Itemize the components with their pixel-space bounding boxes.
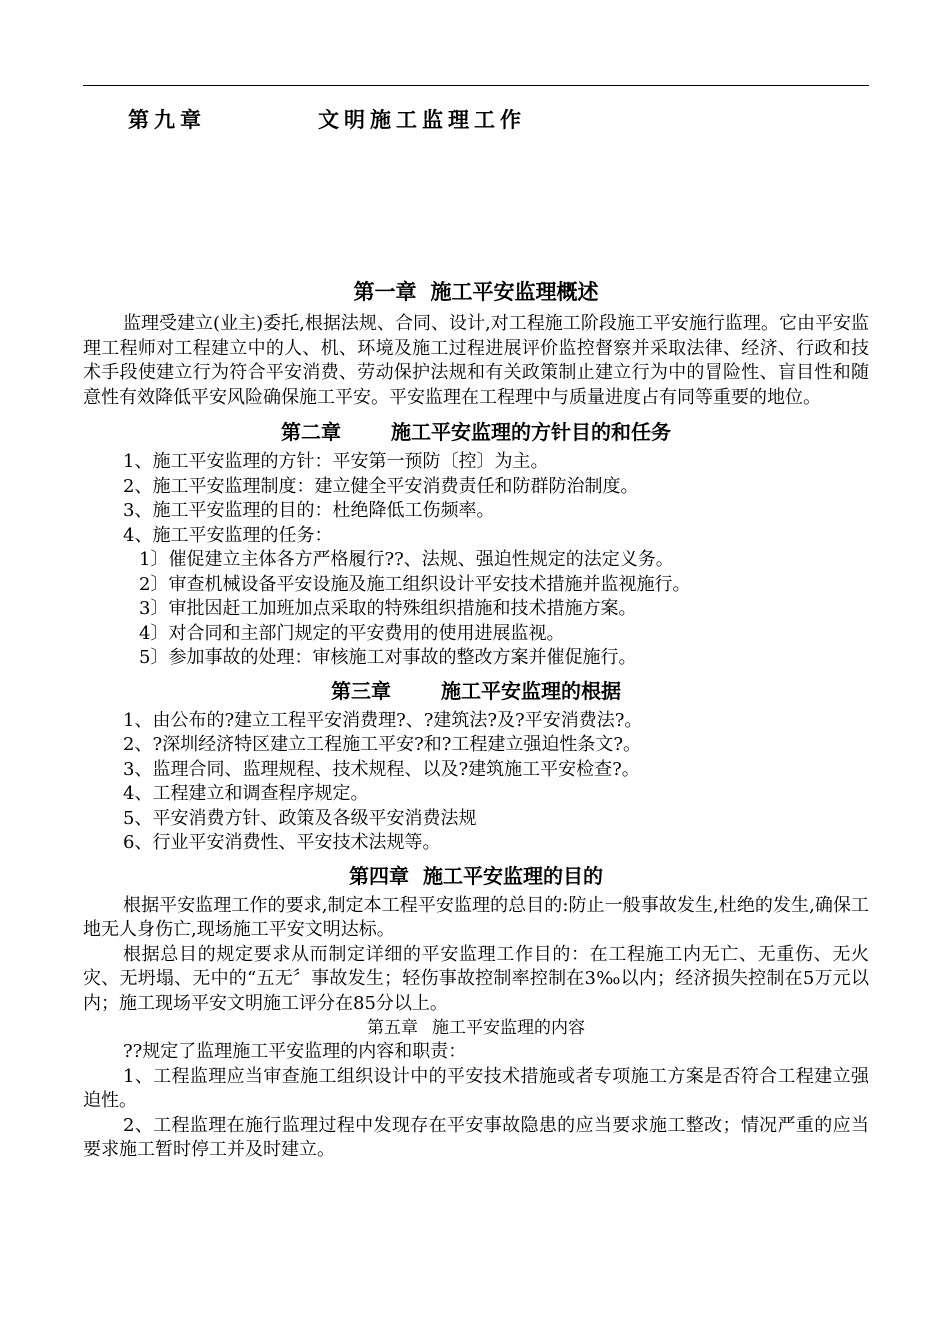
section2-subitem: 3〕审批因赶工加班加点采取的特殊组织措施和技术措施方案。 [139, 598, 637, 619]
section3-heading-title: 施工平安监理的根据 [441, 678, 621, 703]
section5-paragraph: ??规定了监理施工平安监理的内容和职责： [123, 1041, 467, 1062]
header-chapter: 第九章 [128, 107, 206, 132]
section2-subitem: 4〕对合同和主部门规定的平安费用的使用进展监视。 [139, 622, 565, 644]
header-title: 文明施工监理工作 [318, 107, 526, 132]
page-header [128, 104, 526, 134]
section3-item: 6、行业平安消费性、平安技术法规等。 [123, 832, 441, 853]
section4-paragraph: 根据总目的规定要求从而制定详细的平安监理工作目的：在工程施工内无亡、无重伤、无火灾、无坍塌、无中的“五无〞事故发生；轻伤事故控制率控制在3‰以内；经济损失控制在5万元以内；施工现场平安文明施工评分在85分以上。 [83, 943, 869, 1014]
section4-heading-title: 施工平安监理的目的 [423, 863, 603, 888]
header-rule [83, 85, 869, 86]
document-body [83, 272, 869, 1163]
section3-item: 4、工程建立和调查程序规定。 [123, 783, 369, 804]
section5-paragraph: 1、工程监理应当审查施工组织设计中的平安技术措施或者专项施工方案是否符合工程建立强迫性。 [83, 1065, 869, 1111]
section3-heading-num: 第三章 [331, 678, 391, 703]
section3-item: 2、?深圳经济特区建立工程施工平安?和?工程建立强迫性条文?。 [123, 734, 642, 755]
section5-heading-title: 施工平安监理的内容 [432, 1018, 585, 1038]
section2-subitem: 2〕审查机械设备平安设施及施工组织设计平安技术措施并监视施行。 [139, 573, 691, 595]
section1-heading-num: 第一章 [353, 280, 417, 304]
section1-heading-title: 施工平安监理概述 [430, 280, 599, 304]
section5-heading [83, 1016, 869, 1040]
section2-item: 2、施工平安监理制度：建立健全平安消费责任和防群防治制度。 [123, 475, 639, 497]
section3-heading [83, 673, 869, 709]
section3-item: 5、平安消费方针、政策及各级平安消费法规 [123, 807, 477, 829]
section2-subitem: 5〕参加事故的处理：审核施工对事故的整改方案并催促施行。 [139, 647, 637, 668]
section1-paragraph: 监理受建立(业主)委托,根据法规、合同、设计,对工程施工阶段施工平安施行监理。它由平安监理工程师对工程建立中的人、机、环境及施工过程进展评价监控督察并采取法律、经济、行政和技术手段使建立行为符合平安消费、劳动保护法规和有关政策制止建立行为中的冒险性、盲目性和随意性有效降低平安风险确保施工平安。平安监理在工程理中与质量进度占有同等重要的地位。 [83, 313, 869, 408]
section5-paragraph: 2、工程监理在施行监理过程中发现存在平安事故隐患的应当要求施工整改；情况严重的应当要求施工暂时停工并及时建立。 [83, 1114, 869, 1160]
section1-heading [83, 272, 869, 312]
section4-paragraph: 根据平安监理工作的要求,制定本工程平安监理的总目的:防止一般事故发生,杜绝的发生,确保工地无人身伤亡,现场施工平安文明达标。 [83, 894, 869, 940]
section2-item: 3、施工平安监理的目的：杜绝降低工伤频率。 [123, 500, 495, 521]
section2-subitem: 1〕催促建立主体各方严格履行??、法规、强迫性规定的法定义务。 [139, 549, 674, 570]
section5-heading-num: 第五章 [367, 1018, 418, 1038]
section2-heading-num: 第二章 [281, 420, 341, 444]
section3-item: 3、监理合同、监理规程、技术规程、以及?建筑施工平安检查?。 [123, 758, 640, 780]
section4-heading [83, 858, 869, 894]
section2-item: 1、施工平安监理的方针：平安第一预防〔控〕为主。 [123, 451, 549, 472]
section2-item: 4、施工平安监理的任务： [123, 524, 333, 546]
section3-item: 1、由公布的?建立工程平安消费理?、?建筑法?及?平安消费法?。 [123, 709, 643, 731]
section2-heading [83, 414, 869, 450]
section4-heading-num: 第四章 [349, 863, 409, 888]
section2-heading-title: 施工平安监理的方针目的和任务 [391, 420, 671, 444]
